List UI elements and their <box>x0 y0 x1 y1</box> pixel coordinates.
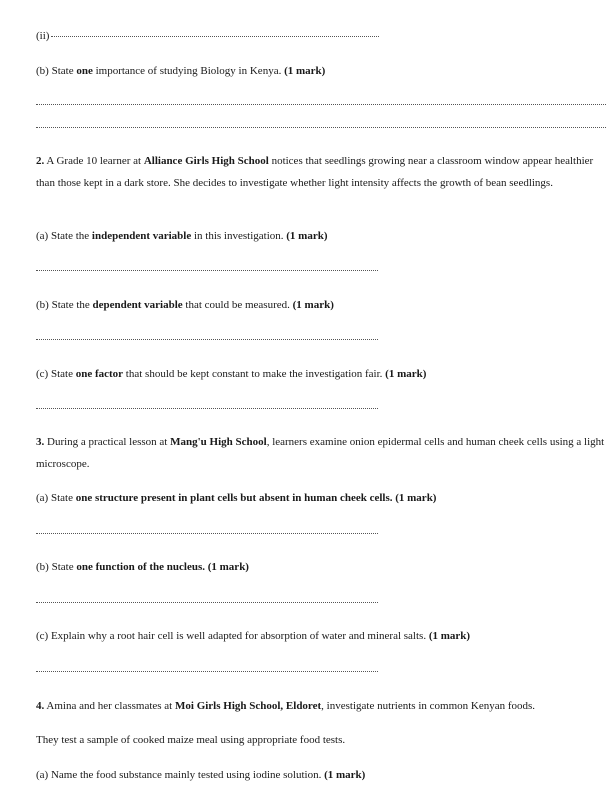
q2-part-a <box>36 231 328 242</box>
question-number: 4. <box>36 700 45 712</box>
q3-part-b <box>36 562 249 573</box>
answer-line[interactable] <box>36 270 378 271</box>
text: (b) State the <box>36 299 93 311</box>
text: , investigate nutrients in common Kenyan foods. <box>321 700 536 712</box>
school-name: Mang'u High School <box>170 436 267 448</box>
text: (a) State <box>36 492 76 504</box>
school-name: Alliance Girls High School <box>143 155 269 167</box>
emphasis: one function of the nucleus. <box>76 561 205 573</box>
answer-line[interactable] <box>36 104 606 105</box>
mark-allocation: (1 mark) <box>392 492 437 504</box>
text: A Grade 10 learner at <box>44 155 144 167</box>
text: (c) State <box>36 368 76 380</box>
mark-allocation: (1 mark) <box>385 368 427 380</box>
mark-allocation: (1 mark) <box>428 630 471 642</box>
q3-stem <box>36 431 606 475</box>
answer-line[interactable] <box>36 127 606 128</box>
q3-part-a <box>36 493 436 504</box>
answer-line[interactable] <box>36 339 378 340</box>
text: in this investigation. <box>191 230 287 242</box>
answer-line[interactable] <box>51 36 379 37</box>
q4-stem <box>36 701 535 712</box>
answer-line[interactable] <box>36 602 378 603</box>
text: (b) State <box>36 65 77 77</box>
emphasis: independent variable <box>91 230 192 242</box>
text: that should be kept constant to make the investigation fair. <box>123 368 386 380</box>
mark-allocation: (1 mark) <box>324 769 366 781</box>
text: (a) Name the food substance mainly tested using iodine solution. <box>36 769 325 781</box>
school-name: Moi Girls High School, Eldoret <box>175 700 322 712</box>
q2-part-b <box>36 300 334 311</box>
q2-part-c <box>36 369 426 380</box>
mark-allocation: (1 mark) <box>286 230 328 242</box>
text: (c) Explain why a root hair cell is well adapted for absorption of water and mineral salts. <box>36 630 429 642</box>
answer-line[interactable] <box>36 671 378 672</box>
text: notices that seedlings growing near a classroom window appear healthier than those kept in a dark store. She decides to investigate whether light intensity affects the growth of bean seedlings. <box>36 155 594 189</box>
emphasis: dependent variable <box>92 299 183 311</box>
q2-stem <box>36 150 606 194</box>
q1-part-ii <box>36 31 379 42</box>
q3-part-c <box>36 631 470 642</box>
emphasis: one structure present in plant cells but absent in human cheek cells. <box>75 492 393 504</box>
q1-part-ii-label: (ii) <box>36 30 50 42</box>
question-number: 2. <box>36 155 45 167</box>
answer-line[interactable] <box>36 408 378 409</box>
emphasis: one <box>76 65 93 77</box>
text: , learners examine onion epidermal cells and human cheek cells using a light microscope. <box>36 436 605 470</box>
text: that could be measured. <box>182 299 293 311</box>
q4-part-a <box>36 770 365 781</box>
text: During a practical lesson at <box>44 436 171 448</box>
emphasis: one factor <box>75 368 124 380</box>
mark-allocation: (1 mark) <box>204 561 249 573</box>
text: (a) State the <box>36 230 92 242</box>
q1-part-b <box>36 66 325 77</box>
mark-allocation: (1 mark) <box>284 65 326 77</box>
text: (b) State <box>36 561 77 573</box>
answer-line[interactable] <box>36 533 378 534</box>
text: importance of studying Biology in Kenya. <box>92 65 285 77</box>
q4-stem-continued: They test a sample of cooked maize meal using appropriate food tests. <box>36 734 346 746</box>
question-number: 3. <box>36 436 45 448</box>
mark-allocation: (1 mark) <box>292 299 334 311</box>
text: Amina and her classmates at <box>44 700 175 712</box>
